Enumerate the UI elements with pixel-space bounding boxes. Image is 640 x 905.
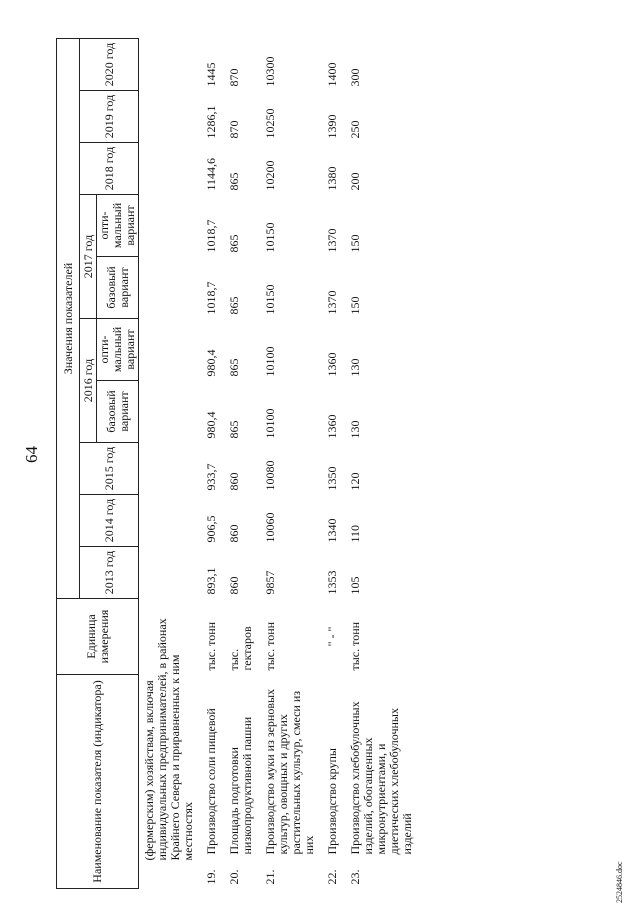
cell-value: 1018,7: [204, 281, 218, 315]
header-2018: 2018 год: [80, 143, 139, 195]
cell-value: 10100: [263, 346, 277, 377]
header-2016: 2016 год: [80, 319, 97, 443]
row-number: 20.: [227, 869, 241, 885]
header-values: Значения показателей: [57, 39, 80, 599]
header-2016-optimal: опти-мальный вариант: [97, 319, 139, 381]
cell-value: 120: [348, 472, 362, 491]
cell-value: 150: [348, 296, 362, 315]
cell-value: 10150: [263, 284, 277, 315]
cell-value: 860: [227, 524, 241, 543]
header-2016-base: базовый вариант: [97, 381, 139, 443]
cell-value: 1340: [325, 518, 339, 543]
header-2020: 2020 год: [80, 39, 139, 91]
table-row: [199, 39, 222, 889]
row-name: Производство хлебобулочных изделий, обогащенных микронутриентами, и диетических хлебобулочных изделий: [348, 701, 414, 855]
row-unit: тыс. тонн: [263, 621, 277, 671]
row-unit: " - ": [325, 626, 339, 647]
header-2019: 2019 год: [80, 91, 139, 143]
row-name: Производство соли пищевой: [204, 708, 218, 855]
cell-value: 865: [227, 172, 241, 191]
row-name: Производство муки из зерновых культур, овощных и других растительных культур, смеси из них: [263, 688, 316, 855]
cell-value: 10100: [263, 408, 277, 439]
cell-value: 150: [348, 234, 362, 253]
cell-value: 130: [348, 358, 362, 377]
cell-value: 865: [227, 234, 241, 253]
cell-value: 10300: [263, 56, 277, 87]
cell-value: 870: [227, 68, 241, 87]
row-unit: тыс. гектаров: [227, 626, 254, 671]
row-number: 19.: [204, 869, 218, 885]
header-2014: 2014 год: [80, 495, 139, 547]
cell-value: 1350: [325, 466, 339, 491]
cell-value: 1390: [325, 114, 339, 139]
table-row-continuation: [139, 39, 200, 889]
row-number: 23.: [348, 869, 362, 885]
cell-value: 906,5: [204, 515, 218, 543]
cell-value: 10060: [263, 512, 277, 543]
header-2017-optimal: опти-мальный вариант: [97, 195, 139, 257]
cell-value: 1380: [325, 166, 339, 191]
cell-value: 980,4: [204, 411, 218, 439]
row-unit: тыс. тонн: [204, 621, 218, 671]
cell-value: 300: [348, 68, 362, 87]
row-unit: тыс. тонн: [348, 621, 362, 671]
row-name: Производство крупы: [325, 748, 339, 855]
page-number: 64: [22, 446, 41, 463]
cell-value: 860: [227, 576, 241, 595]
row-number: 22.: [325, 869, 339, 885]
cell-value: 1370: [325, 228, 339, 253]
cell-value: 200: [348, 172, 362, 191]
cell-value: 10080: [263, 460, 277, 491]
cell-value: 1370: [325, 290, 339, 315]
cell-value: 1353: [325, 570, 339, 595]
cell-value: 865: [227, 420, 241, 439]
cell-value: 1360: [325, 414, 339, 439]
doc-filename: 2524846.doc: [615, 861, 624, 903]
table-row: [222, 39, 258, 889]
cell-value: 1400: [325, 62, 339, 87]
cell-value: 10150: [263, 222, 277, 253]
cell-value: 1018,7: [204, 219, 218, 253]
row-name: Площадь подготовки низкопродуктивной пашни: [227, 716, 254, 855]
cell-value: 860: [227, 472, 241, 491]
cell-value: 9857: [263, 570, 277, 595]
cell-value: 250: [348, 120, 362, 139]
cell-value: 865: [227, 296, 241, 315]
table-row: [343, 39, 418, 889]
cell-value: 130: [348, 420, 362, 439]
cell-value: 870: [227, 120, 241, 139]
cell-value: 110: [348, 524, 362, 543]
cell-value: 105: [348, 576, 362, 595]
indicator-table: [56, 38, 418, 889]
cell-value: 1286,1: [204, 105, 218, 139]
header-2017-base: базовый вариант: [97, 257, 139, 319]
header-2017: 2017 год: [80, 195, 97, 319]
header-2013: 2013 год: [80, 547, 139, 599]
header-indicator-name: Наименование показателя (индикатора): [57, 675, 139, 889]
header-2015: 2015 год: [80, 443, 139, 495]
cell-value: 980,4: [204, 349, 218, 377]
continuation-text: (фермерским) хозяйствам, включая индивидуальных предпринимателей, в районах Крайнего Севера и приравненных к ним местностях: [142, 618, 195, 861]
header-unit: Единица измерения: [57, 599, 139, 675]
cell-value: 1144,6: [204, 157, 218, 191]
table-row: [320, 39, 343, 889]
table-row: [258, 39, 320, 889]
cell-value: 10250: [263, 108, 277, 139]
cell-value: 893,1: [204, 567, 218, 595]
cell-value: 865: [227, 358, 241, 377]
cell-value: 933,7: [204, 463, 218, 491]
cell-value: 10200: [263, 160, 277, 191]
cell-value: 1445: [204, 62, 218, 87]
row-number: 21.: [263, 869, 277, 885]
cell-value: 1360: [325, 352, 339, 377]
